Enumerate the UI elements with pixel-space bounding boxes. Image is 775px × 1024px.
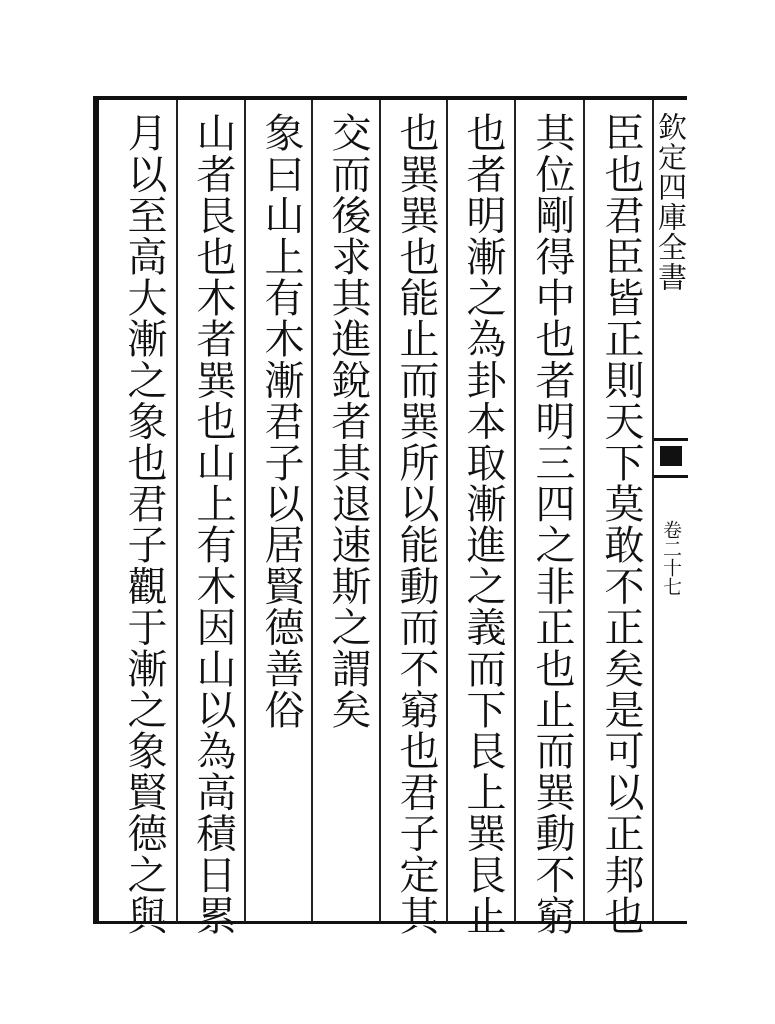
book-title: 欽定四庫全書 (654, 112, 688, 292)
text-column-7 (182, 112, 244, 936)
column-text: 其位剛得中也者明三四之非正也止而巽動不窮 (529, 112, 575, 936)
column-text: 山者艮也木者巽也山上有木因山以為高積日累 (190, 112, 236, 936)
column-rule (176, 100, 178, 922)
column-rule (379, 100, 381, 922)
text-column-1 (590, 112, 652, 936)
fish-tail-mark (654, 438, 688, 478)
volume-number: 卷二十七 (660, 520, 682, 596)
column-text: 月以至高大漸之象也君子觀于漸之象賢德之與 (121, 112, 167, 936)
column-text: 交而後求其進銳者其退速斯之謂矣 (325, 112, 371, 730)
column-rule (244, 100, 246, 922)
text-column-5 (317, 112, 379, 912)
center-margin (652, 100, 688, 922)
text-column-6 (250, 112, 312, 912)
column-text: 也者明漸之為卦本取漸進之義而下艮上巽艮止 (460, 112, 506, 936)
text-column-3 (452, 112, 514, 936)
column-rule (514, 100, 516, 922)
text-column-8 (113, 112, 175, 936)
column-rule (583, 100, 585, 922)
column-text: 象曰山上有木漸君子以居賢德善俗 (258, 112, 304, 730)
column-text: 臣也君臣皆正則天下莫敢不正矣是可以正邦也 (598, 112, 644, 936)
text-column-2 (521, 112, 583, 936)
column-text: 也巽巽也能止而巽所以能動而不窮也君子定其 (393, 112, 439, 936)
text-column-4 (385, 112, 447, 936)
